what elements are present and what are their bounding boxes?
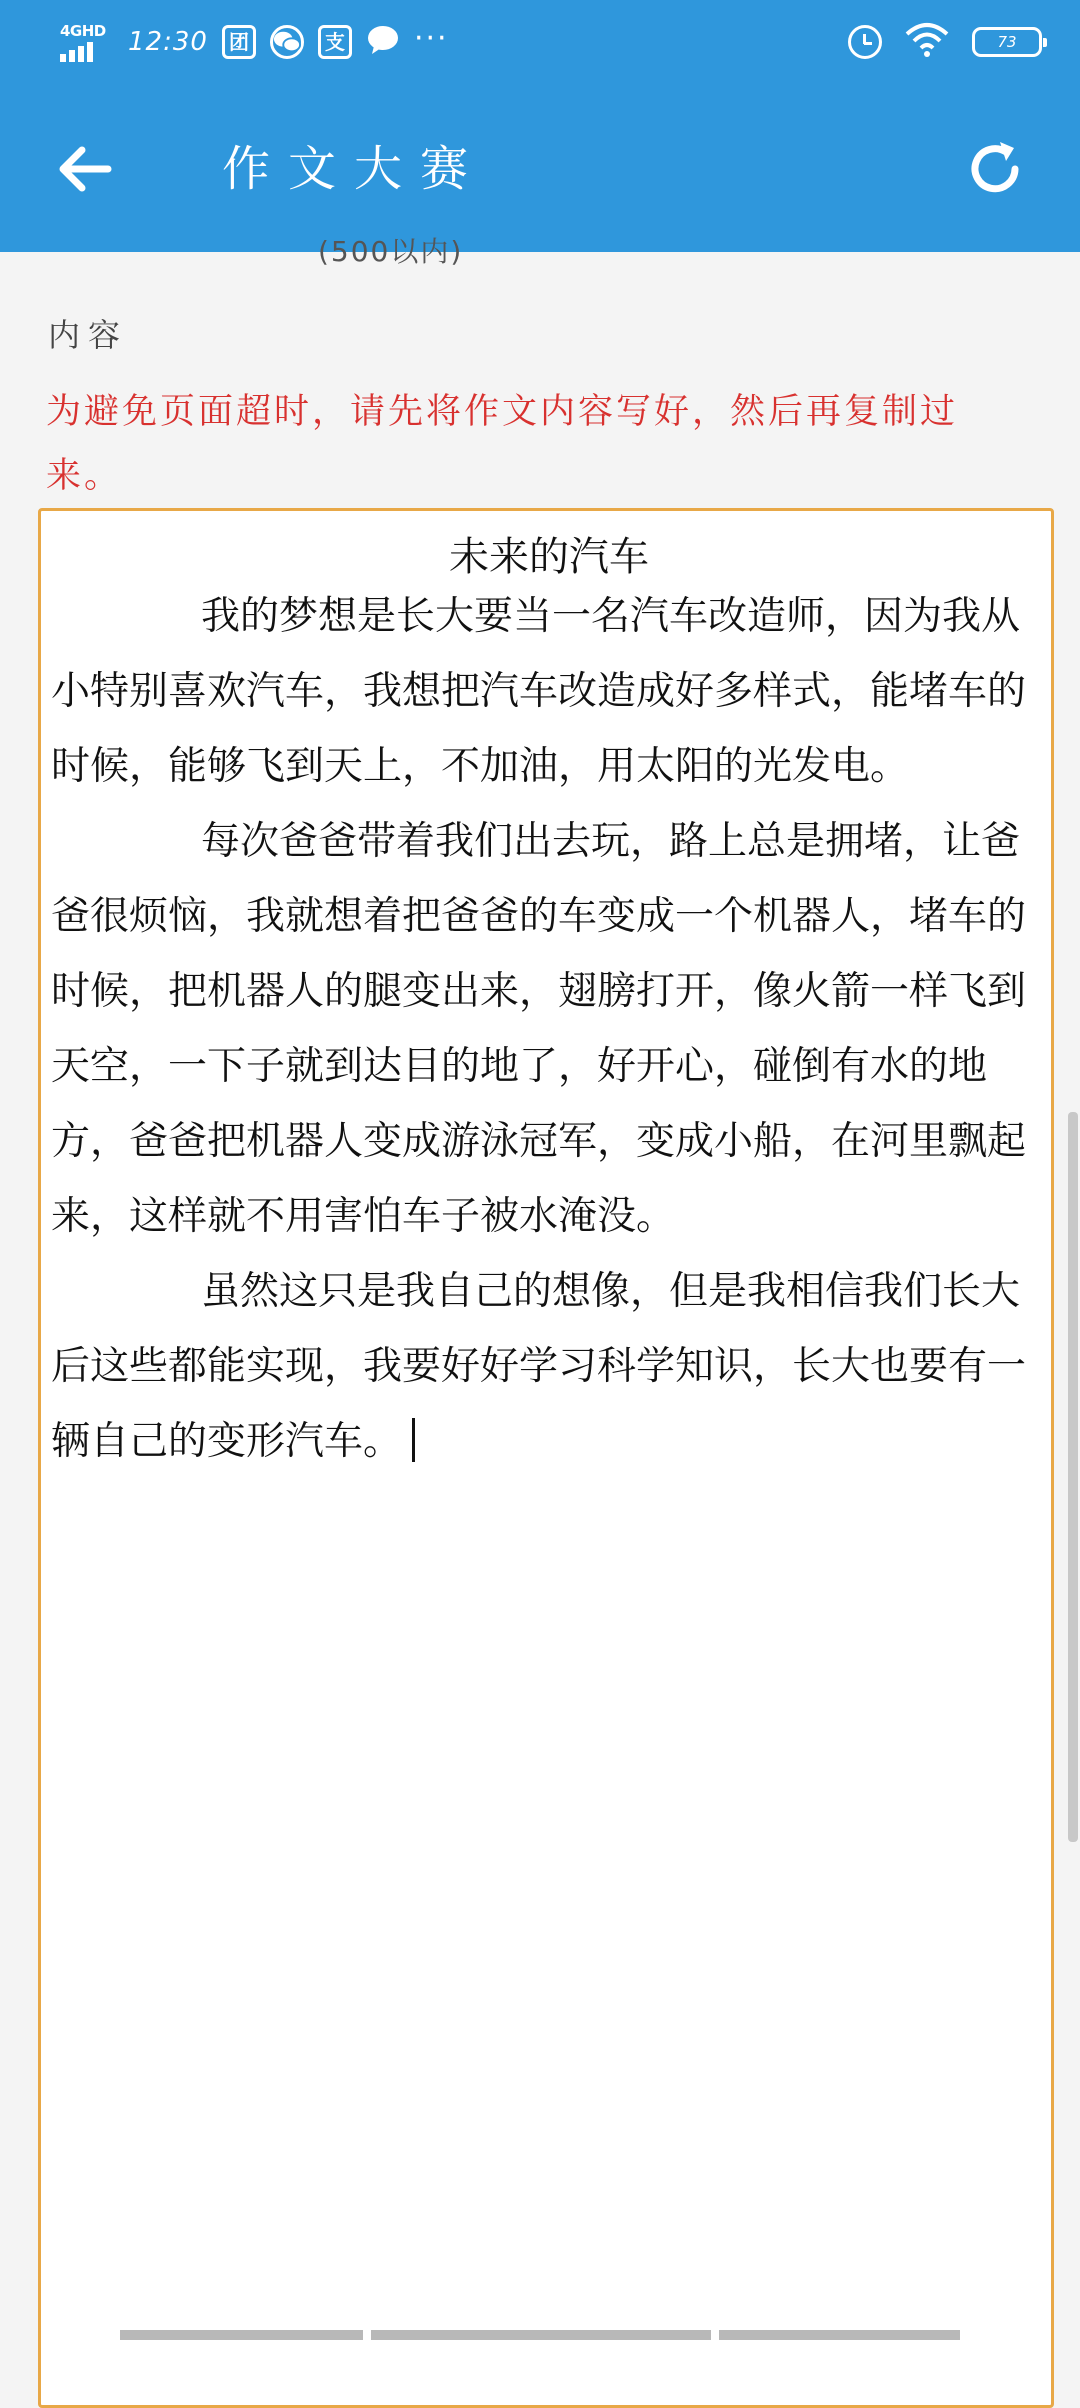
refresh-icon [960, 134, 1030, 204]
content-label: 内容 [48, 316, 129, 354]
message-icon [366, 24, 400, 60]
network-type-label: 4GHD [60, 22, 106, 40]
battery-icon [972, 27, 1042, 57]
status-bar [0, 0, 1080, 84]
essay-paragraph-text: 虽然这只是我自己的想像，但是我相信我们长大后这些都能实现，我要好好学习科学知识，长大也要有一辆自己的变形汽车。 [51, 1269, 1027, 1464]
signal-bars [60, 42, 93, 62]
meituan-icon: 团 [222, 25, 256, 59]
essay-textarea[interactable] [38, 508, 1054, 2408]
essay-title: 未来的汽车 [449, 534, 649, 580]
more-notifications-icon: ··· [413, 21, 449, 56]
refresh-button[interactable] [960, 134, 1030, 204]
arrow-left-icon [50, 134, 120, 204]
page-title: 作文大赛 [222, 141, 487, 197]
cellular-signal-icon [58, 22, 106, 62]
status-time: 12:30 [128, 27, 208, 57]
status-right [848, 20, 1042, 64]
alarm-icon [848, 25, 882, 59]
essay-paragraph: 每次爸爸带着我们出去玩，路上总是拥堵，让爸爸很烦恼，我就想着把爸爸的车变成一个机器人，堵车的时候，把机器人的腿变出来，翅膀打开，像火箭一样飞到天空，一下子就到达目的地了，好开心，碰倒有水的地方，爸爸把机器人变成游泳冠军，变成小船，在河里飘起来，这样就不用害怕车子被水淹没。 [51, 819, 1027, 1239]
timeout-warning: 为避免页面超时，请先将作文内容写好，然后再复制过来。 [46, 392, 959, 496]
word-limit-hint: (500以内) [318, 235, 464, 268]
wifi-icon [904, 22, 950, 62]
text-cursor [412, 1418, 415, 1462]
status-left [58, 18, 449, 66]
alipay-icon: 支 [318, 25, 352, 59]
scrollbar[interactable] [1068, 1112, 1078, 1842]
wechat-icon [270, 25, 304, 59]
back-button[interactable] [50, 134, 120, 204]
essay-paragraph: 我的梦想是长大要当一名汽车改造师，因为我从小特别喜欢汽车，我想把汽车改造成好多样式，能堵车的时候，能够飞到天上，不加油，用太阳的光发电。 [51, 594, 1027, 789]
battery-level: 73 [997, 33, 1017, 51]
bottom-edge-bars [120, 2330, 960, 2340]
form-content [0, 235, 1080, 2340]
essay-body [51, 579, 1041, 1479]
essay-paragraph [51, 1254, 1041, 1479]
app-header [0, 84, 1080, 252]
